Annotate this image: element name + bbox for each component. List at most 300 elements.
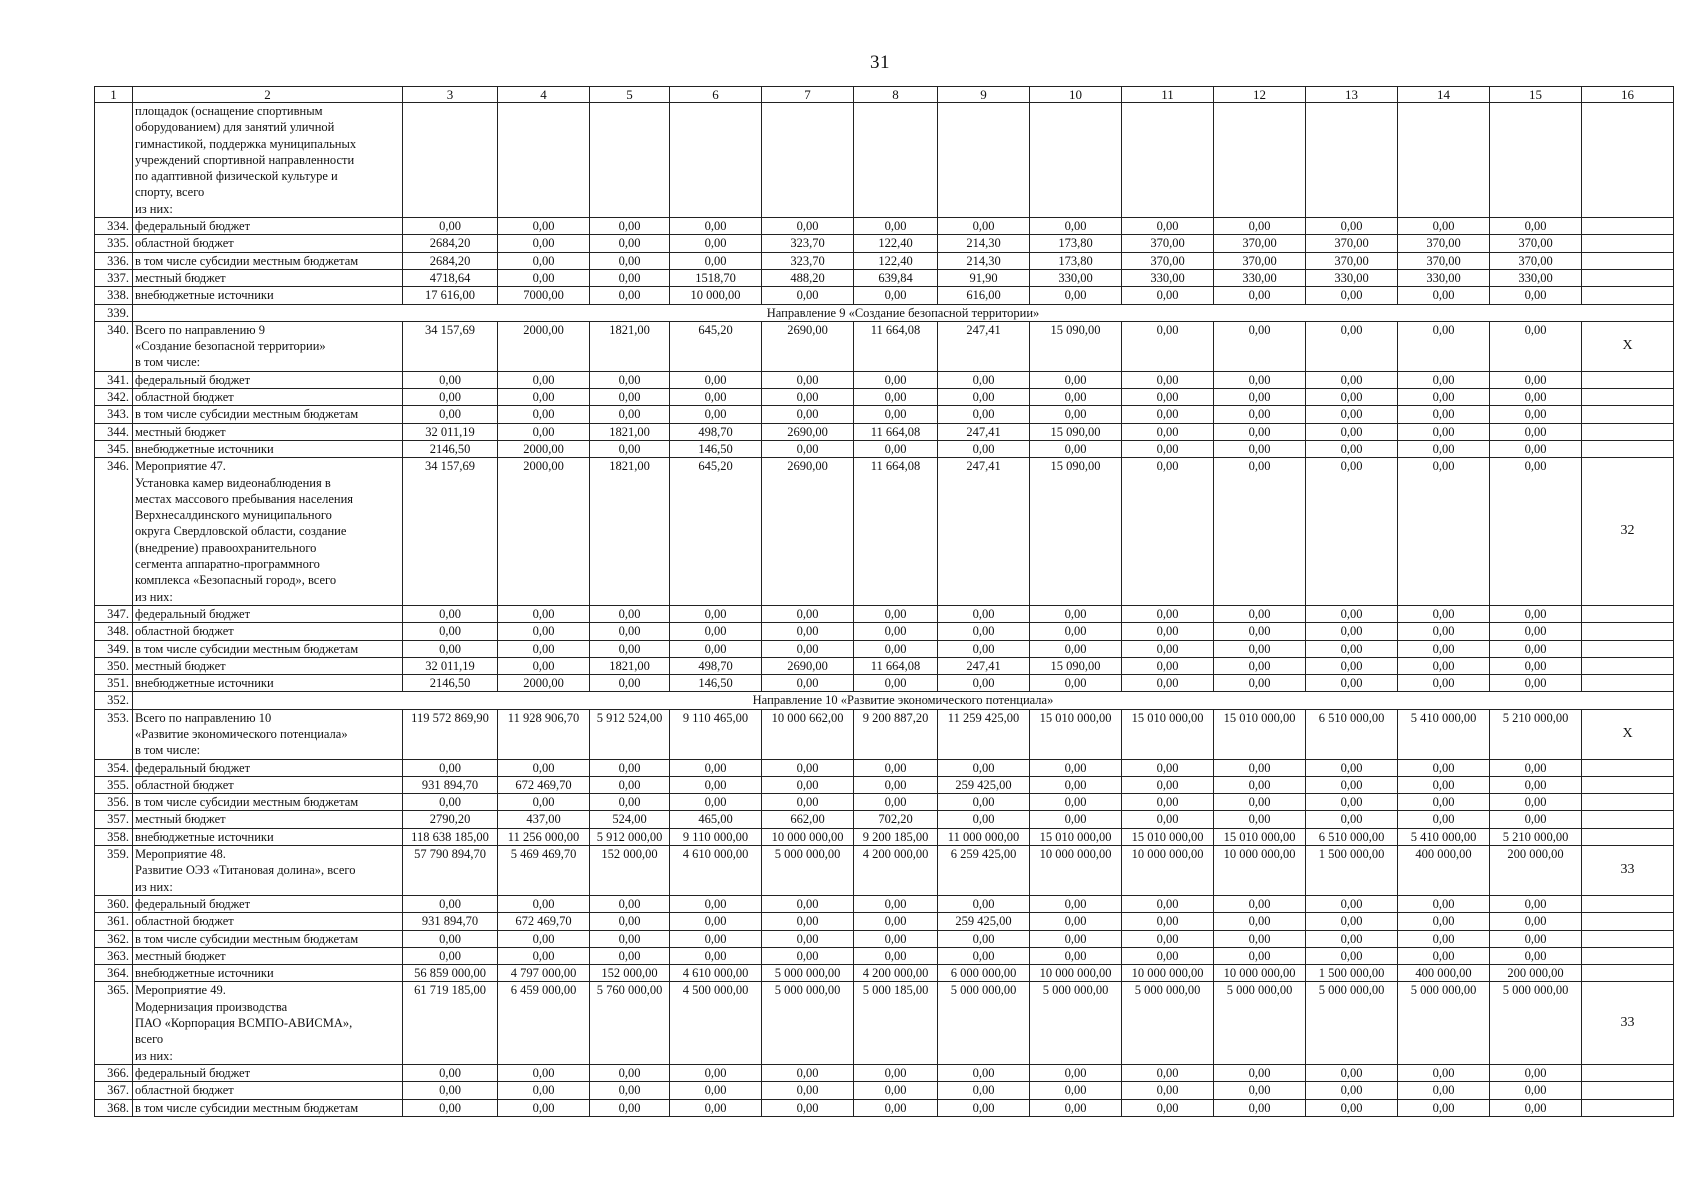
value-cell: 0,00 [1214, 440, 1306, 457]
value-cell: 370,00 [1490, 252, 1582, 269]
value-cell: 0,00 [1214, 759, 1306, 776]
value-cell: 0,00 [854, 605, 938, 622]
value-cell: 0,00 [590, 675, 670, 692]
value-cell: 465,00 [670, 811, 762, 828]
target-cell [1582, 252, 1674, 269]
target-cell [1582, 675, 1674, 692]
value-cell: 330,00 [1122, 269, 1214, 286]
value-cell: 10 000,00 [670, 287, 762, 304]
target-cell: X [1582, 709, 1674, 759]
value-cell [403, 103, 498, 218]
value-cell: 0,00 [1306, 675, 1398, 692]
value-cell: 0,00 [1030, 947, 1122, 964]
value-cell: 0,00 [670, 218, 762, 235]
value-cell: 0,00 [1306, 1099, 1398, 1116]
row-label: федеральный бюджет [133, 1064, 403, 1081]
value-cell: 0,00 [1122, 406, 1214, 423]
row-label: федеральный бюджет [133, 371, 403, 388]
value-cell: 0,00 [938, 675, 1030, 692]
value-cell: 0,00 [403, 1099, 498, 1116]
section-row [95, 304, 1674, 321]
value-cell: 2000,00 [498, 440, 590, 457]
value-cell: 15 010 000,00 [1122, 828, 1214, 845]
value-cell [1306, 103, 1398, 218]
row-label: местный бюджет [133, 947, 403, 964]
value-cell: 34 157,69 [403, 458, 498, 606]
value-cell: 0,00 [1306, 458, 1398, 606]
row-label: внебюджетные источники [133, 828, 403, 845]
row-label: местный бюджет [133, 423, 403, 440]
value-cell: 0,00 [1306, 811, 1398, 828]
value-cell: 0,00 [1306, 930, 1398, 947]
value-cell: 0,00 [670, 605, 762, 622]
target-cell [1582, 623, 1674, 640]
value-cell: 672 469,70 [498, 913, 590, 930]
value-cell: 11 928 906,70 [498, 709, 590, 759]
value-cell: 11 259 425,00 [938, 709, 1030, 759]
table-row [95, 657, 1674, 674]
value-cell: 0,00 [762, 759, 854, 776]
value-cell: 370,00 [1214, 235, 1306, 252]
value-cell: 0,00 [1398, 458, 1490, 606]
value-cell: 0,00 [590, 640, 670, 657]
value-cell: 0,00 [1214, 321, 1306, 371]
value-cell: 0,00 [1030, 218, 1122, 235]
value-cell: 0,00 [1490, 218, 1582, 235]
value-cell: 11 664,08 [854, 321, 938, 371]
value-cell: 616,00 [938, 287, 1030, 304]
value-cell: 15 010 000,00 [1030, 828, 1122, 845]
target-cell [1582, 1099, 1674, 1116]
value-cell: 0,00 [854, 623, 938, 640]
value-cell: 122,40 [854, 252, 938, 269]
value-cell: 0,00 [1214, 218, 1306, 235]
column-header: 3 [403, 87, 498, 103]
value-cell: 0,00 [1306, 895, 1398, 912]
value-cell: 0,00 [762, 947, 854, 964]
value-cell: 0,00 [1030, 287, 1122, 304]
value-cell: 0,00 [1214, 423, 1306, 440]
value-cell: 0,00 [1306, 406, 1398, 423]
target-cell [1582, 776, 1674, 793]
value-cell: 259 425,00 [938, 913, 1030, 930]
value-cell: 247,41 [938, 657, 1030, 674]
value-cell: 0,00 [1306, 321, 1398, 371]
value-cell: 0,00 [590, 440, 670, 457]
value-cell: 400 000,00 [1398, 846, 1490, 896]
table-row [95, 1064, 1674, 1081]
row-label: федеральный бюджет [133, 605, 403, 622]
value-cell: 0,00 [1122, 811, 1214, 828]
row-label: областной бюджет [133, 623, 403, 640]
value-cell: 2000,00 [498, 321, 590, 371]
row-label: площадок (оснащение спортивным оборудованием) для занятий уличной гимнастикой, поддержка муниципальных учреждений спортивной направленности по адаптивной физической культуре и спорту, всего из них: [133, 103, 403, 218]
value-cell: 0,00 [403, 605, 498, 622]
value-cell: 2684,20 [403, 235, 498, 252]
row-label: внебюджетные источники [133, 287, 403, 304]
table-row [95, 640, 1674, 657]
table-row [95, 895, 1674, 912]
row-number: 366. [95, 1064, 133, 1081]
value-cell: 0,00 [670, 1099, 762, 1116]
value-cell: 9 200 185,00 [854, 828, 938, 845]
value-cell: 0,00 [854, 371, 938, 388]
row-label: Мероприятие 48. Развитие ОЭЗ «Титановая долина», всего из них: [133, 846, 403, 896]
page-number: 31 [870, 52, 890, 73]
value-cell: 0,00 [1214, 1064, 1306, 1081]
table-row [95, 913, 1674, 930]
value-cell: 0,00 [590, 623, 670, 640]
row-number: 335. [95, 235, 133, 252]
value-cell: 0,00 [670, 389, 762, 406]
value-cell: 1 500 000,00 [1306, 846, 1398, 896]
value-cell [1030, 103, 1122, 218]
row-number: 367. [95, 1082, 133, 1099]
value-cell: 0,00 [1490, 811, 1582, 828]
value-cell: 0,00 [403, 947, 498, 964]
row-label: федеральный бюджет [133, 895, 403, 912]
value-cell: 173,80 [1030, 235, 1122, 252]
value-cell: 0,00 [670, 640, 762, 657]
value-cell: 0,00 [498, 252, 590, 269]
value-cell: 0,00 [1490, 947, 1582, 964]
row-number: 353. [95, 709, 133, 759]
value-cell: 0,00 [762, 440, 854, 457]
value-cell: 0,00 [1398, 1064, 1490, 1081]
value-cell: 0,00 [403, 389, 498, 406]
target-cell [1582, 423, 1674, 440]
value-cell: 0,00 [1490, 895, 1582, 912]
row-number: 344. [95, 423, 133, 440]
value-cell: 0,00 [1122, 1064, 1214, 1081]
value-cell: 0,00 [1490, 458, 1582, 606]
value-cell: 0,00 [1490, 640, 1582, 657]
value-cell: 488,20 [762, 269, 854, 286]
row-label: в том числе субсидии местным бюджетам [133, 930, 403, 947]
value-cell: 639,84 [854, 269, 938, 286]
value-cell: 0,00 [403, 895, 498, 912]
value-cell: 370,00 [1214, 252, 1306, 269]
value-cell: 0,00 [1398, 1099, 1490, 1116]
row-label: Всего по направлению 10 «Развитие экономического потенциала» в том числе: [133, 709, 403, 759]
value-cell: 0,00 [403, 623, 498, 640]
value-cell: 0,00 [762, 605, 854, 622]
value-cell: 15 090,00 [1030, 423, 1122, 440]
value-cell: 61 719 185,00 [403, 982, 498, 1064]
value-cell: 0,00 [498, 1082, 590, 1099]
value-cell: 330,00 [1214, 269, 1306, 286]
value-cell: 5 210 000,00 [1490, 828, 1582, 845]
table-row [95, 965, 1674, 982]
row-label: местный бюджет [133, 269, 403, 286]
value-cell: 0,00 [762, 218, 854, 235]
table-row [95, 794, 1674, 811]
value-cell: 5 000 000,00 [938, 982, 1030, 1064]
value-cell: 0,00 [1306, 913, 1398, 930]
value-cell: 0,00 [403, 1082, 498, 1099]
value-cell: 5 000 000,00 [1214, 982, 1306, 1064]
value-cell [1490, 103, 1582, 218]
value-cell: 2146,50 [403, 440, 498, 457]
value-cell: 56 859 000,00 [403, 965, 498, 982]
value-cell [1214, 103, 1306, 218]
section-title: Направление 10 «Развитие экономического потенциала» [133, 692, 1674, 709]
value-cell: 0,00 [762, 930, 854, 947]
value-cell: 0,00 [1122, 776, 1214, 793]
target-cell [1582, 1082, 1674, 1099]
value-cell: 10 000 000,00 [1214, 965, 1306, 982]
row-label: в том числе субсидии местным бюджетам [133, 640, 403, 657]
value-cell: 0,00 [590, 776, 670, 793]
value-cell: 2790,20 [403, 811, 498, 828]
table-row [95, 1099, 1674, 1116]
value-cell: 0,00 [1214, 1082, 1306, 1099]
value-cell: 0,00 [762, 640, 854, 657]
value-cell: 370,00 [1398, 235, 1490, 252]
value-cell: 15 090,00 [1030, 321, 1122, 371]
value-cell: 0,00 [1306, 423, 1398, 440]
value-cell: 0,00 [1306, 287, 1398, 304]
value-cell: 330,00 [1306, 269, 1398, 286]
row-number: 365. [95, 982, 133, 1064]
row-label: внебюджетные источники [133, 675, 403, 692]
row-label: областной бюджет [133, 913, 403, 930]
value-cell: 0,00 [1398, 321, 1490, 371]
row-number: 339. [95, 304, 133, 321]
value-cell: 10 000 000,00 [1030, 846, 1122, 896]
column-header: 6 [670, 87, 762, 103]
value-cell: 0,00 [670, 623, 762, 640]
value-cell: 0,00 [1398, 287, 1490, 304]
value-cell: 0,00 [1398, 947, 1490, 964]
value-cell: 0,00 [854, 776, 938, 793]
value-cell: 0,00 [403, 406, 498, 423]
value-cell: 931 894,70 [403, 776, 498, 793]
value-cell: 146,50 [670, 675, 762, 692]
value-cell: 437,00 [498, 811, 590, 828]
value-cell: 5 410 000,00 [1398, 828, 1490, 845]
value-cell: 0,00 [1306, 640, 1398, 657]
value-cell: 11 256 000,00 [498, 828, 590, 845]
table-row [95, 389, 1674, 406]
value-cell: 0,00 [590, 895, 670, 912]
target-cell [1582, 269, 1674, 286]
value-cell: 0,00 [1398, 759, 1490, 776]
target-cell [1582, 1064, 1674, 1081]
table-row [95, 828, 1674, 845]
table-row [95, 458, 1674, 606]
value-cell: 0,00 [1030, 1082, 1122, 1099]
value-cell: 0,00 [403, 1064, 498, 1081]
row-number: 351. [95, 675, 133, 692]
value-cell: 0,00 [1030, 389, 1122, 406]
value-cell: 0,00 [762, 287, 854, 304]
target-cell [1582, 828, 1674, 845]
value-cell: 0,00 [1122, 623, 1214, 640]
value-cell: 0,00 [498, 640, 590, 657]
column-header: 14 [1398, 87, 1490, 103]
value-cell: 6 000 000,00 [938, 965, 1030, 982]
target-cell [1582, 440, 1674, 457]
value-cell: 7000,00 [498, 287, 590, 304]
value-cell: 0,00 [590, 371, 670, 388]
value-cell: 0,00 [762, 776, 854, 793]
value-cell: 0,00 [1214, 623, 1306, 640]
value-cell: 0,00 [1306, 1082, 1398, 1099]
value-cell: 0,00 [1122, 605, 1214, 622]
value-cell: 91,90 [938, 269, 1030, 286]
target-cell: 32 [1582, 458, 1674, 606]
value-cell: 0,00 [1214, 947, 1306, 964]
row-number: 336. [95, 252, 133, 269]
value-cell [854, 103, 938, 218]
value-cell: 0,00 [1214, 776, 1306, 793]
row-label: в том числе субсидии местным бюджетам [133, 1099, 403, 1116]
value-cell: 0,00 [762, 895, 854, 912]
value-cell: 0,00 [590, 218, 670, 235]
value-cell: 0,00 [590, 794, 670, 811]
target-cell [1582, 103, 1674, 218]
target-cell [1582, 811, 1674, 828]
row-number: 358. [95, 828, 133, 845]
value-cell: 0,00 [1214, 640, 1306, 657]
value-cell: 1821,00 [590, 657, 670, 674]
section-title: Направление 9 «Создание безопасной территории» [133, 304, 1674, 321]
value-cell: 15 010 000,00 [1030, 709, 1122, 759]
table-row [95, 930, 1674, 947]
value-cell: 0,00 [1398, 623, 1490, 640]
target-cell [1582, 657, 1674, 674]
row-number: 345. [95, 440, 133, 457]
value-cell: 0,00 [1306, 623, 1398, 640]
value-cell: 0,00 [498, 657, 590, 674]
row-label: Мероприятие 47. Установка камер видеонаблюдения в местах массового пребывания населения Верхнесалдинского муниципального округа Свердловской области, создание (внедрение) правоохранительного сегмента аппаратно-программного комплекса «Безопасный город», всего из них: [133, 458, 403, 606]
value-cell: 0,00 [1306, 440, 1398, 457]
value-cell: 0,00 [590, 406, 670, 423]
value-cell: 0,00 [670, 895, 762, 912]
value-cell: 0,00 [1122, 657, 1214, 674]
value-cell: 4 200 000,00 [854, 965, 938, 982]
value-cell: 2690,00 [762, 458, 854, 606]
table-row [95, 321, 1674, 371]
value-cell: 1821,00 [590, 321, 670, 371]
value-cell: 17 616,00 [403, 287, 498, 304]
row-number: 350. [95, 657, 133, 674]
value-cell: 4 610 000,00 [670, 965, 762, 982]
value-cell: 0,00 [1306, 759, 1398, 776]
value-cell: 0,00 [403, 794, 498, 811]
value-cell: 11 664,08 [854, 423, 938, 440]
value-cell: 931 894,70 [403, 913, 498, 930]
value-cell: 0,00 [1490, 287, 1582, 304]
value-cell: 122,40 [854, 235, 938, 252]
value-cell: 0,00 [670, 930, 762, 947]
value-cell: 0,00 [762, 794, 854, 811]
value-cell: 0,00 [590, 947, 670, 964]
value-cell: 0,00 [1398, 895, 1490, 912]
target-cell [1582, 965, 1674, 982]
value-cell: 5 469 469,70 [498, 846, 590, 896]
value-cell: 0,00 [854, 218, 938, 235]
table-row [95, 218, 1674, 235]
value-cell: 0,00 [938, 640, 1030, 657]
value-cell: 370,00 [1306, 252, 1398, 269]
value-cell: 5 000 000,00 [1122, 982, 1214, 1064]
value-cell: 247,41 [938, 458, 1030, 606]
value-cell: 0,00 [1398, 913, 1490, 930]
value-cell: 370,00 [1122, 235, 1214, 252]
value-cell: 0,00 [1490, 423, 1582, 440]
value-cell: 10 000 000,00 [1030, 965, 1122, 982]
value-cell: 0,00 [1030, 895, 1122, 912]
value-cell: 0,00 [1398, 389, 1490, 406]
value-cell: 0,00 [938, 406, 1030, 423]
value-cell: 0,00 [670, 252, 762, 269]
value-cell: 0,00 [1122, 675, 1214, 692]
value-cell: 0,00 [1306, 389, 1398, 406]
row-number: 349. [95, 640, 133, 657]
value-cell: 0,00 [590, 389, 670, 406]
row-label: местный бюджет [133, 657, 403, 674]
value-cell: 0,00 [1306, 218, 1398, 235]
row-label: в том числе субсидии местным бюджетам [133, 252, 403, 269]
row-number: 356. [95, 794, 133, 811]
value-cell: 5 000 000,00 [1030, 982, 1122, 1064]
value-cell: 0,00 [938, 1082, 1030, 1099]
value-cell: 0,00 [1030, 1064, 1122, 1081]
value-cell: 5 410 000,00 [1398, 709, 1490, 759]
value-cell: 0,00 [1490, 675, 1582, 692]
row-label: областной бюджет [133, 389, 403, 406]
value-cell: 0,00 [1398, 776, 1490, 793]
value-cell: 662,00 [762, 811, 854, 828]
value-cell: 370,00 [1398, 252, 1490, 269]
row-number: 355. [95, 776, 133, 793]
value-cell: 0,00 [1306, 605, 1398, 622]
column-header: 7 [762, 87, 854, 103]
value-cell: 0,00 [938, 440, 1030, 457]
value-cell: 152 000,00 [590, 965, 670, 982]
value-cell: 1821,00 [590, 458, 670, 606]
value-cell: 0,00 [590, 1099, 670, 1116]
value-cell: 370,00 [1122, 252, 1214, 269]
value-cell: 645,20 [670, 321, 762, 371]
value-cell: 0,00 [1306, 371, 1398, 388]
value-cell: 0,00 [854, 1082, 938, 1099]
value-cell: 9 110 465,00 [670, 709, 762, 759]
value-cell: 0,00 [854, 640, 938, 657]
value-cell: 0,00 [670, 794, 762, 811]
value-cell: 0,00 [1214, 287, 1306, 304]
value-cell: 0,00 [854, 675, 938, 692]
value-cell: 32 011,19 [403, 657, 498, 674]
value-cell: 0,00 [762, 675, 854, 692]
value-cell: 0,00 [1122, 321, 1214, 371]
value-cell: 5 000 000,00 [1306, 982, 1398, 1064]
value-cell: 0,00 [498, 895, 590, 912]
value-cell: 0,00 [1122, 947, 1214, 964]
column-header: 5 [590, 87, 670, 103]
table-row [95, 235, 1674, 252]
table-row [95, 675, 1674, 692]
target-cell: X [1582, 321, 1674, 371]
row-label: федеральный бюджет [133, 218, 403, 235]
column-header: 1 [95, 87, 133, 103]
value-cell: 0,00 [1490, 1082, 1582, 1099]
value-cell: 0,00 [938, 794, 1030, 811]
value-cell: 5 000 000,00 [1490, 982, 1582, 1064]
value-cell: 370,00 [1306, 235, 1398, 252]
